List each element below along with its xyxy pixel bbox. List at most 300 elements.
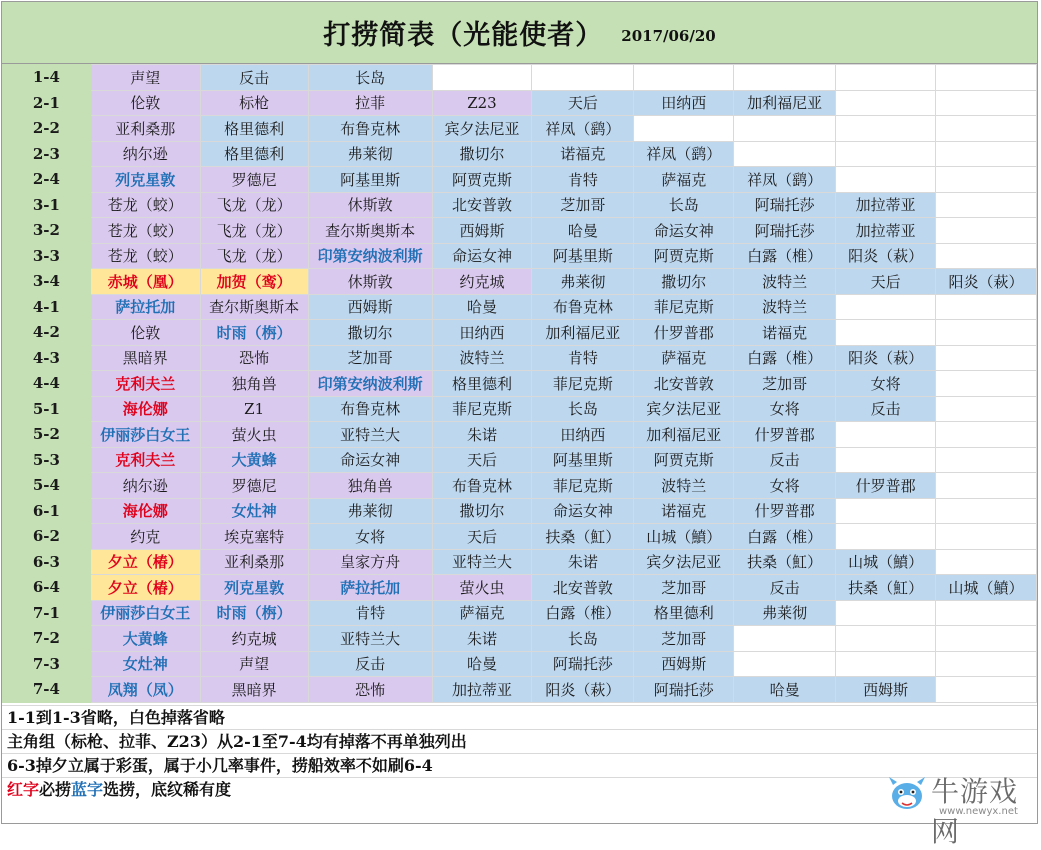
ship-cell xyxy=(308,192,432,218)
ship-name: 哈曼 xyxy=(466,655,497,674)
ship-name: 阳炎（萩） xyxy=(545,680,621,699)
note-text-a: 必捞 xyxy=(39,780,72,799)
ship-cell xyxy=(200,167,308,193)
ship-cell xyxy=(532,141,634,167)
ship-name: 加拉蒂亚 xyxy=(855,221,916,240)
ship-cell xyxy=(634,167,734,193)
table-row xyxy=(3,524,1037,550)
ship-name: 阳炎（萩） xyxy=(848,349,924,368)
page-title: 打捞简表（光能使者） xyxy=(323,20,604,51)
ship-cell xyxy=(90,524,200,550)
ship-cell xyxy=(532,447,634,473)
ship-cell xyxy=(432,320,532,346)
table-row xyxy=(3,218,1037,244)
ship-cell xyxy=(200,626,308,652)
ship-name: 克利夫兰 xyxy=(115,451,176,470)
ship-cell xyxy=(308,524,432,550)
ship-cell xyxy=(734,167,836,193)
ship-cell xyxy=(432,396,532,422)
ship-name: 纳尔逊 xyxy=(122,145,168,164)
ship-name: 凤翔（凤） xyxy=(107,680,183,699)
ship-cell xyxy=(90,243,200,269)
ship-name: Z23 xyxy=(467,93,497,112)
ship-name: 祥凤（鹞） xyxy=(545,119,621,138)
ship-cell xyxy=(308,65,432,91)
table-row xyxy=(3,320,1037,346)
ship-cell xyxy=(200,269,308,295)
ship-name: 长岛 xyxy=(567,400,598,419)
ship-name: 阿瑞托莎 xyxy=(754,221,815,240)
ship-cell xyxy=(532,677,634,703)
table-row xyxy=(3,677,1037,703)
ship-cell xyxy=(90,575,200,601)
ship-name: 萤火虫 xyxy=(459,578,505,597)
ship-cell xyxy=(634,243,734,269)
ship-name: 弗莱彻 xyxy=(347,502,393,521)
ship-cell xyxy=(532,549,634,575)
stage-label: 4-2 xyxy=(3,320,91,346)
ship-name: 列克星敦 xyxy=(224,578,285,597)
ship-name: 女将 xyxy=(769,476,800,495)
ship-cell xyxy=(634,141,734,167)
ship-cell xyxy=(532,575,634,601)
table-row xyxy=(3,167,1037,193)
ship-cell xyxy=(308,447,432,473)
ship-cell xyxy=(90,218,200,244)
stage-label: 2-4 xyxy=(3,167,91,193)
title-bar xyxy=(2,2,1037,64)
ship-name: 撒切尔 xyxy=(347,323,393,342)
ship-name: 加拉蒂亚 xyxy=(855,196,916,215)
ship-cell xyxy=(532,192,634,218)
ship-name: 阳炎（萩） xyxy=(948,272,1024,291)
ship-name: 肯特 xyxy=(355,604,386,623)
ship-name: 天后 xyxy=(567,94,598,113)
ship-cell xyxy=(836,243,936,269)
stage-label: 2-3 xyxy=(3,141,91,167)
ship-cell xyxy=(200,65,308,91)
ship-cell xyxy=(200,575,308,601)
ship-cell xyxy=(634,218,734,244)
ship-name: 芝加哥 xyxy=(347,349,393,368)
ship-name: 飞龙（龙） xyxy=(216,196,292,215)
ship-cell xyxy=(90,473,200,499)
ship-name: 独角兽 xyxy=(231,374,277,393)
ship-cell xyxy=(532,600,634,626)
spreadsheet xyxy=(1,1,1038,824)
ship-name: 什罗普郡 xyxy=(855,476,916,495)
ship-cell xyxy=(90,65,200,91)
ship-cell xyxy=(634,371,734,397)
ship-name: 哈曼 xyxy=(769,680,800,699)
ship-name: 约克 xyxy=(130,527,161,546)
ship-cell xyxy=(432,600,532,626)
ship-cell xyxy=(734,269,836,295)
ship-cell xyxy=(634,626,734,652)
ship-name: 祥凤（鹞） xyxy=(646,145,722,164)
ship-name: 长岛 xyxy=(567,629,598,648)
ship-name: 什罗普郡 xyxy=(754,425,815,444)
ship-cell xyxy=(200,447,308,473)
ship-cell xyxy=(200,90,308,116)
ship-cell xyxy=(308,651,432,677)
ship-cell xyxy=(634,192,734,218)
ship-name: 休斯敦 xyxy=(347,196,393,215)
ship-cell xyxy=(308,575,432,601)
ship-cell xyxy=(308,320,432,346)
ship-name: 格里德利 xyxy=(451,374,512,393)
ship-name: 声望 xyxy=(130,68,161,87)
ship-name: 布鲁克林 xyxy=(340,400,401,419)
ship-cell xyxy=(734,90,836,116)
ship-cell xyxy=(734,524,836,550)
ship-name: 亚特兰大 xyxy=(451,553,512,572)
stage-label: 6-2 xyxy=(3,524,91,550)
ship-name: 萨福克 xyxy=(661,349,707,368)
drop-table xyxy=(2,64,1037,703)
ship-name: 阿贾克斯 xyxy=(653,247,714,266)
ship-cell xyxy=(936,524,1037,550)
ship-cell xyxy=(308,243,432,269)
ship-cell xyxy=(432,473,532,499)
ship-name: 命运女神 xyxy=(340,451,401,470)
ship-cell xyxy=(200,218,308,244)
table-row xyxy=(3,371,1037,397)
ship-name: 天后 xyxy=(466,451,497,470)
ship-name: 克利夫兰 xyxy=(115,374,176,393)
ship-cell xyxy=(836,65,936,91)
ship-cell xyxy=(308,371,432,397)
ship-name: 菲尼克斯 xyxy=(552,374,613,393)
ship-name: 休斯敦 xyxy=(347,272,393,291)
ship-cell xyxy=(936,422,1037,448)
ship-cell xyxy=(532,65,634,91)
ship-name: 格里德利 xyxy=(653,604,714,623)
ship-name: 肯特 xyxy=(567,349,598,368)
ship-cell xyxy=(836,651,936,677)
stage-label: 4-4 xyxy=(3,371,91,397)
ship-name: 印第安纳波利斯 xyxy=(317,374,423,393)
ship-cell xyxy=(90,626,200,652)
ship-cell xyxy=(836,524,936,550)
ship-cell xyxy=(432,371,532,397)
ship-name: 列克星敦 xyxy=(115,170,176,189)
ship-cell xyxy=(734,575,836,601)
ship-name: 黑暗界 xyxy=(122,349,168,368)
ship-cell xyxy=(200,677,308,703)
ship-name: 波特兰 xyxy=(762,298,808,317)
ship-cell xyxy=(532,524,634,550)
ship-name: 伦敦 xyxy=(130,323,161,342)
ship-cell xyxy=(634,269,734,295)
table-row xyxy=(3,192,1037,218)
ship-cell xyxy=(936,626,1037,652)
ship-cell xyxy=(836,294,936,320)
ship-name: 恐怖 xyxy=(355,680,386,699)
stage-label: 5-1 xyxy=(3,396,91,422)
stage-label: 3-2 xyxy=(3,218,91,244)
ship-name: 布鲁克林 xyxy=(552,298,613,317)
ship-name: 独角兽 xyxy=(347,476,393,495)
ship-cell xyxy=(836,218,936,244)
ship-cell xyxy=(308,116,432,142)
ship-cell xyxy=(836,141,936,167)
ship-cell xyxy=(432,422,532,448)
ship-cell xyxy=(90,167,200,193)
ship-cell xyxy=(90,269,200,295)
ship-name: 亚利桑那 xyxy=(115,119,176,138)
ship-cell xyxy=(734,422,836,448)
ship-cell xyxy=(308,422,432,448)
ship-cell xyxy=(432,524,532,550)
ship-name: 北安普敦 xyxy=(653,374,714,393)
ship-cell xyxy=(836,626,936,652)
ship-cell xyxy=(200,243,308,269)
ship-cell xyxy=(308,218,432,244)
ship-cell xyxy=(936,371,1037,397)
ship-cell xyxy=(634,90,734,116)
stage-label: 7-1 xyxy=(3,600,91,626)
ship-name: 山城（鱝） xyxy=(646,527,722,546)
ship-name: 罗德尼 xyxy=(231,476,277,495)
ship-cell xyxy=(90,549,200,575)
ship-cell xyxy=(308,294,432,320)
ship-cell xyxy=(634,396,734,422)
ship-name: 朱诺 xyxy=(466,629,497,648)
ship-cell xyxy=(936,141,1037,167)
table-row xyxy=(3,626,1037,652)
ship-cell xyxy=(634,473,734,499)
ship-cell xyxy=(432,575,532,601)
cow-mascot-icon xyxy=(885,772,929,816)
ship-name: 阿瑞托莎 xyxy=(653,680,714,699)
ship-cell xyxy=(836,192,936,218)
ship-name: 什罗普郡 xyxy=(754,502,815,521)
ship-cell xyxy=(836,473,936,499)
ship-cell xyxy=(532,167,634,193)
ship-name: 加拉蒂亚 xyxy=(451,680,512,699)
ship-cell xyxy=(634,447,734,473)
ship-cell xyxy=(936,218,1037,244)
ship-cell xyxy=(432,626,532,652)
ship-cell xyxy=(836,167,936,193)
ship-cell xyxy=(734,192,836,218)
ship-cell xyxy=(734,651,836,677)
ship-name: 撒切尔 xyxy=(661,272,707,291)
ship-cell xyxy=(200,473,308,499)
ship-cell xyxy=(532,90,634,116)
ship-cell xyxy=(308,345,432,371)
table-row xyxy=(3,141,1037,167)
ship-cell xyxy=(90,320,200,346)
ship-name: 反击 xyxy=(355,655,386,674)
ship-cell xyxy=(432,141,532,167)
ship-name: 诺福克 xyxy=(661,502,707,521)
ship-cell xyxy=(200,371,308,397)
ship-cell xyxy=(308,677,432,703)
note-blue-word: 蓝字 xyxy=(71,780,104,799)
ship-cell xyxy=(836,422,936,448)
ship-cell xyxy=(532,116,634,142)
ship-name: 弗莱彻 xyxy=(347,145,393,164)
ship-cell xyxy=(200,141,308,167)
ship-name: 皇家方舟 xyxy=(340,553,401,572)
ship-cell xyxy=(634,524,734,550)
ship-name: 加利福尼亚 xyxy=(747,94,823,113)
ship-name: 长岛 xyxy=(355,68,386,87)
ship-cell xyxy=(432,549,532,575)
ship-cell xyxy=(200,524,308,550)
stage-label: 7-4 xyxy=(3,677,91,703)
ship-cell xyxy=(936,269,1037,295)
ship-name: 女将 xyxy=(769,400,800,419)
ship-name: 亚特兰大 xyxy=(340,629,401,648)
ship-name: 黑暗界 xyxy=(231,680,277,699)
ship-name: 声望 xyxy=(239,655,270,674)
ship-name: 扶桑（魟） xyxy=(747,553,823,572)
ship-cell xyxy=(634,345,734,371)
ship-cell xyxy=(308,473,432,499)
ship-name: 撒切尔 xyxy=(459,145,505,164)
stage-label: 5-4 xyxy=(3,473,91,499)
ship-cell xyxy=(532,422,634,448)
note-line-2: 主角组（标枪、拉菲、Z23）从2-1至7-4均有掉落不再单独列出 xyxy=(2,729,1037,753)
ship-cell xyxy=(532,371,634,397)
ship-name: 白露（椎） xyxy=(747,527,823,546)
ship-name: 拉菲 xyxy=(355,94,386,113)
ship-name: 阿贾克斯 xyxy=(653,451,714,470)
table-row xyxy=(3,447,1037,473)
ship-cell xyxy=(432,345,532,371)
ship-name: 女灶神 xyxy=(231,502,277,521)
ship-name: 时雨（栴） xyxy=(216,604,292,623)
ship-cell xyxy=(836,575,936,601)
ship-cell xyxy=(936,345,1037,371)
ship-name: 反击 xyxy=(870,400,901,419)
ship-cell xyxy=(90,116,200,142)
ship-cell xyxy=(308,549,432,575)
ship-name: 菲尼克斯 xyxy=(653,298,714,317)
ship-cell xyxy=(90,371,200,397)
ship-cell xyxy=(634,116,734,142)
ship-cell xyxy=(432,192,532,218)
ship-name: 布鲁克林 xyxy=(340,119,401,138)
ship-name: 山城（鱝） xyxy=(948,578,1024,597)
ship-cell xyxy=(200,422,308,448)
ship-cell xyxy=(936,320,1037,346)
ship-name: 扶桑（魟） xyxy=(545,527,621,546)
table-row xyxy=(3,243,1037,269)
ship-name: 弗莱彻 xyxy=(560,272,606,291)
ship-name: 萤火虫 xyxy=(231,425,277,444)
note-text-b: 选捞，底纹稀有度 xyxy=(103,780,232,799)
ship-cell xyxy=(634,65,734,91)
table-row xyxy=(3,269,1037,295)
ship-name: 弗莱彻 xyxy=(762,604,808,623)
ship-cell xyxy=(836,116,936,142)
table-row xyxy=(3,345,1037,371)
ship-cell xyxy=(432,269,532,295)
ship-cell xyxy=(836,90,936,116)
stage-label: 2-1 xyxy=(3,90,91,116)
ship-cell xyxy=(90,192,200,218)
ship-cell xyxy=(308,141,432,167)
ship-cell xyxy=(90,294,200,320)
ship-cell xyxy=(90,345,200,371)
table-row xyxy=(3,600,1037,626)
ship-name: 恐怖 xyxy=(239,349,270,368)
ship-cell xyxy=(532,498,634,524)
ship-name: 苍龙（蛟） xyxy=(107,196,183,215)
ship-name: 飞龙（龙） xyxy=(216,221,292,240)
ship-cell xyxy=(734,218,836,244)
ship-name: 西姆斯 xyxy=(459,221,505,240)
ship-name: 诺福克 xyxy=(560,145,606,164)
ship-name: 北安普敦 xyxy=(451,196,512,215)
stage-label: 3-4 xyxy=(3,269,91,295)
ship-name: 约克城 xyxy=(459,272,505,291)
ship-name: 亚特兰大 xyxy=(340,425,401,444)
watermark-text: 牛游戏网 xyxy=(931,775,1019,848)
ship-cell xyxy=(532,345,634,371)
table-row xyxy=(3,575,1037,601)
ship-name: 夕立（椿） xyxy=(107,578,183,597)
ship-name: 女将 xyxy=(870,374,901,393)
ship-name: Z1 xyxy=(244,399,265,418)
ship-cell xyxy=(734,141,836,167)
stage-label: 7-2 xyxy=(3,626,91,652)
ship-cell xyxy=(90,651,200,677)
table-row xyxy=(3,116,1037,142)
ship-name: 纳尔逊 xyxy=(122,476,168,495)
ship-cell xyxy=(936,600,1037,626)
ship-cell xyxy=(734,498,836,524)
stage-label: 6-3 xyxy=(3,549,91,575)
ship-name: 长岛 xyxy=(668,196,699,215)
ship-name: 亚利桑那 xyxy=(224,553,285,572)
ship-name: 白露（椎） xyxy=(747,349,823,368)
ship-name: 夕立（椿） xyxy=(107,553,183,572)
table-row xyxy=(3,65,1037,91)
ship-cell xyxy=(432,677,532,703)
ship-cell xyxy=(308,269,432,295)
ship-cell xyxy=(836,549,936,575)
ship-cell xyxy=(836,320,936,346)
ship-name: 朱诺 xyxy=(567,553,598,572)
ship-name: 扶桑（魟） xyxy=(848,578,924,597)
ship-name: 海伦娜 xyxy=(122,400,168,419)
ship-name: 宾夕法尼亚 xyxy=(444,119,520,138)
ship-name: 飞龙（龙） xyxy=(216,247,292,266)
note-line-3: 6-3掉夕立属于彩蛋，属于小几率事件，捞船效率不如刷6-4 xyxy=(2,753,1037,777)
ship-name: 苍龙（蛟） xyxy=(107,247,183,266)
notes-section xyxy=(2,705,1037,801)
ship-name: 哈曼 xyxy=(466,298,497,317)
ship-cell xyxy=(836,498,936,524)
ship-cell xyxy=(90,447,200,473)
ship-name: 罗德尼 xyxy=(231,170,277,189)
ship-name: 时雨（栴） xyxy=(216,323,292,342)
ship-name: 宾夕法尼亚 xyxy=(646,553,722,572)
ship-cell xyxy=(200,345,308,371)
ship-cell xyxy=(734,600,836,626)
table-row xyxy=(3,651,1037,677)
ship-name: 查尔斯奥斯本 xyxy=(325,221,416,240)
ship-cell xyxy=(836,396,936,422)
ship-cell xyxy=(90,396,200,422)
ship-name: 反击 xyxy=(769,578,800,597)
ship-cell xyxy=(634,294,734,320)
